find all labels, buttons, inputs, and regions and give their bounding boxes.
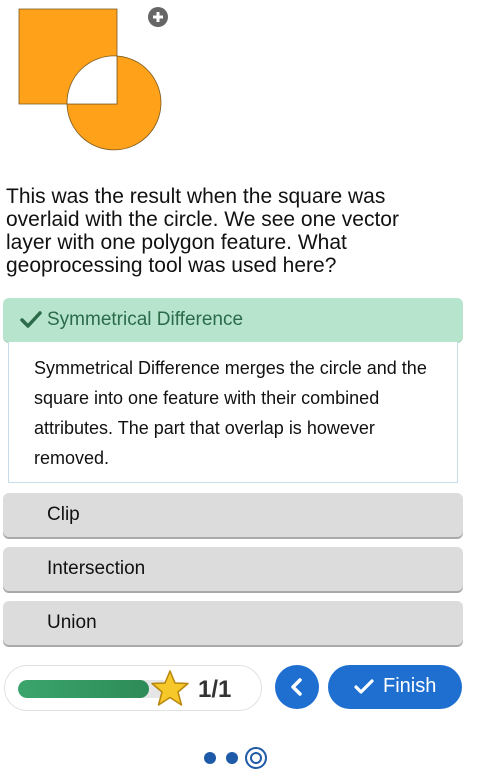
option-label: Union (47, 612, 97, 633)
check-icon (354, 679, 374, 695)
page-dot-3-current[interactable] (245, 747, 267, 769)
question-counter: 1/1 (198, 676, 232, 703)
previous-button[interactable] (275, 665, 319, 709)
page-dot-2[interactable] (226, 752, 238, 764)
plus-circle-icon[interactable] (147, 6, 169, 28)
option-union[interactable] (3, 601, 463, 645)
option-intersection[interactable] (3, 547, 463, 591)
pagination-dots (200, 745, 280, 769)
finish-button[interactable] (328, 665, 462, 709)
star-icon (150, 669, 190, 707)
check-icon (20, 310, 42, 330)
progress-bar (18, 680, 170, 698)
option-label: Intersection (47, 558, 146, 579)
progress-bar-fill (18, 680, 149, 698)
question-text: This was the result when the square was overlaid with the circle. We see one vector layer with one polygon feature. What geoprocessing tool was used here? (6, 185, 399, 277)
option-clip[interactable] (3, 493, 463, 537)
answer-feedback: Symmetrical Difference merges the circle and the square into one feature with their combined attributes. The part that overlap is however removed. (8, 342, 458, 483)
finish-label: Finish (383, 675, 437, 697)
chevron-left-icon (289, 678, 305, 696)
option-label: Symmetrical Difference (47, 309, 244, 330)
symmetrical-difference-figure (17, 6, 167, 154)
option-label: Clip (47, 504, 80, 525)
progress-panel (4, 665, 262, 711)
page-dot-1[interactable] (204, 752, 216, 764)
option-symmetrical-difference[interactable] (3, 298, 463, 342)
